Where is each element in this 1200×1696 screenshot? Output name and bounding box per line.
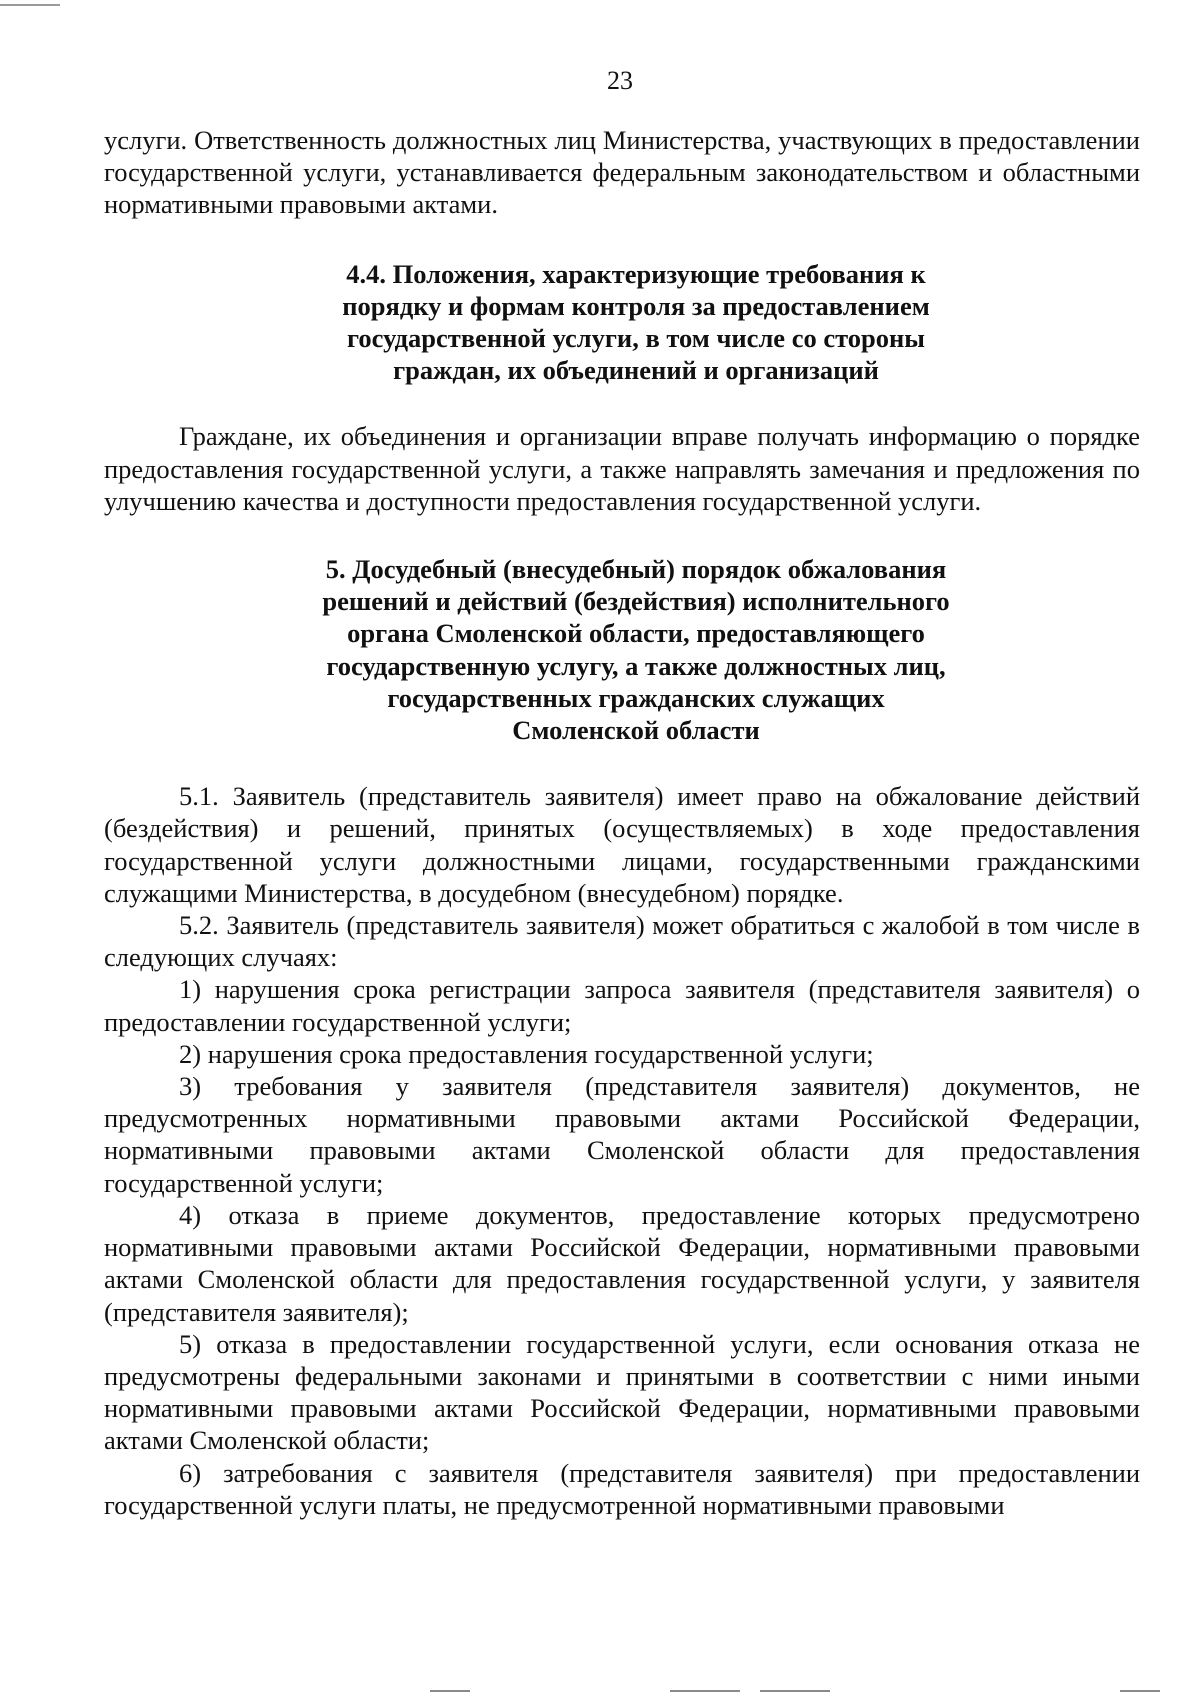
heading-line: 4.4. Положения, характеризующие требования к bbox=[346, 258, 926, 289]
section-heading-5 bbox=[218, 553, 1026, 746]
scan-artifact bbox=[1120, 1690, 1160, 1692]
section-heading-4-4 bbox=[218, 258, 1026, 387]
list-item: 2) нарушения срока предоставления государственной услуги; bbox=[179, 1038, 874, 1069]
paragraph-4-4: Граждане, их объединения и организации вправе получать информацию о порядке предоставления государственной услуги, а также направлять замечания и предложения по улучшению качества и доступности предоставления государственной услуги. bbox=[104, 421, 1140, 516]
paragraph-continuation: услуги. Ответственность должностных лиц Министерства, участвующих в предоставлении государственной услуги, устанавливается федеральным законодательством и областными нормативными правовыми актами. bbox=[104, 125, 1140, 220]
paragraph-5-1: 5.1. Заявитель (представитель заявителя) имеет право на обжалование действий (бездействия) и решений, принятых (осуществляемых) в ходе предоставления государственной услуги должностными лицами, государственными гражданскими служащими Министерства, в досудебном (внесудебном) порядке. bbox=[104, 781, 1140, 908]
document-body bbox=[104, 124, 1140, 1521]
list-item: 6) затребования с заявителя (представителя заявителя) при предоставлении государственной услуги платы, не предусмотренной нормативными правовыми bbox=[104, 1457, 1140, 1520]
heading-line: граждан, их объединений и организаций bbox=[393, 355, 879, 386]
scan-artifact bbox=[670, 1690, 740, 1692]
scan-artifact bbox=[430, 1690, 470, 1692]
heading-line: государственных гражданских служащих bbox=[387, 682, 885, 713]
heading-line: 5. Досудебный (внесудебный) порядок обжалования bbox=[325, 554, 947, 585]
list-item: 5) отказа в предоставлении государственной услуги, если основания отказа не предусмотрены федеральными законами и принятыми в соответствии с ними иными нормативными правовыми актами Российской Федерации, нормативными правовыми актами Смоленской области; bbox=[104, 1328, 1140, 1456]
heading-line: порядку и формам контроля за предоставлением bbox=[342, 290, 930, 321]
list-item: 1) нарушения срока регистрации запроса заявителя (представителя заявителя) о предоставлении государственной услуги; bbox=[104, 974, 1140, 1037]
heading-line: решений и действий (бездействия) исполнительного bbox=[322, 586, 950, 617]
page-number: 23 bbox=[607, 66, 633, 95]
heading-line: органа Смоленской области, предоставляющего bbox=[347, 618, 925, 649]
heading-line: государственную услугу, а также должностных лиц, bbox=[326, 650, 946, 681]
paragraph-5-2: 5.2. Заявитель (представитель заявителя) может обратиться с жалобой в том числе в следующих случаях: bbox=[104, 910, 1140, 973]
heading-line: Смоленской области bbox=[512, 715, 760, 746]
heading-line: государственной услуги, в том числе со стороны bbox=[347, 323, 925, 354]
list-item: 4) отказа в приеме документов, предоставление которых предусмотрено нормативными правовыми актами Российской Федерации, нормативными правовыми актами Смоленской области для предоставления государственной услуги, у заявителя (представителя заявителя); bbox=[104, 1199, 1140, 1327]
scan-artifact bbox=[0, 4, 60, 6]
scan-artifact bbox=[760, 1690, 830, 1692]
list-item: 3) требования у заявителя (представителя заявителя) документов, не предусмотренных нормативными правовыми актами Российской Федерации, нормативными правовыми актами Смоленской области для предоставления государственной услуги; bbox=[104, 1071, 1140, 1198]
